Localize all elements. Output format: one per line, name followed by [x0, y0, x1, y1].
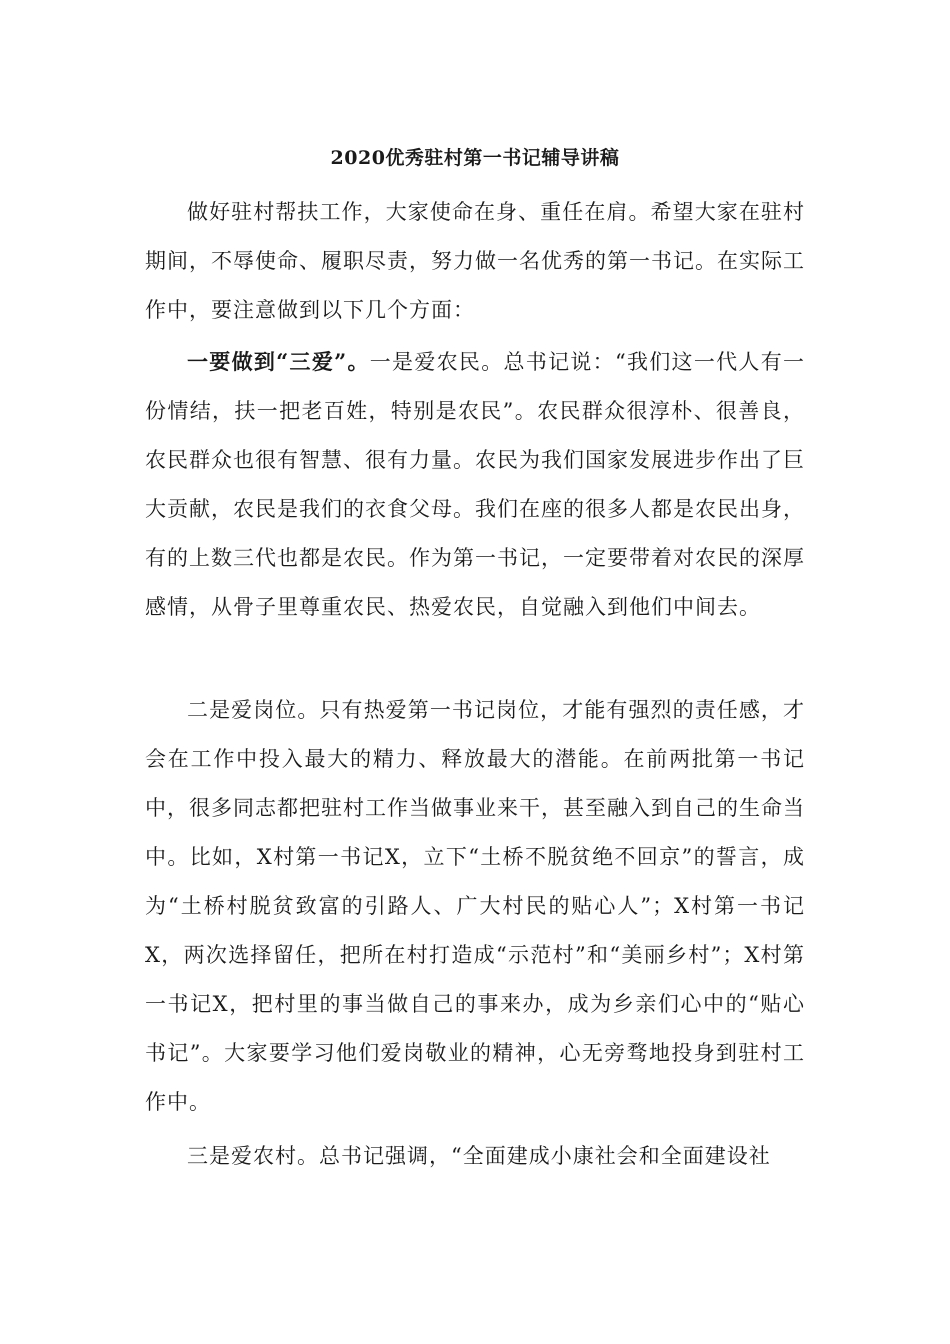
- paragraph-love-post: [145, 686, 805, 1127]
- paragraph-text: 二是爱岗位。只有热爱第一书记岗位，才能有强烈的责任感，才会在工作中投入最大的精力、释放最大的潜能。在前两批第一书记中，很多同志都把驻村工作当做事业来干，甚至融入到自己的生命当中。比如，X村第一书记X，立下“土桥不脱贫绝不回京”的誓言，成为“土桥村脱贫致富的引路人、广大村民的贴心人”；X村第一书记X，两次选择留任，把所在村打造成“示范村”和“美丽乡村”；X村第一书记X，把村里的事当做自己的事来办，成为乡亲们心中的“贴心书记”。大家要学习他们爱岗敬业的精神，心无旁骛地投身到驻村工作中。: [145, 698, 805, 1114]
- paragraph-text: 三是爱农村。总书记强调，“全面建成小康社会和全面建设社: [187, 1144, 771, 1168]
- document-title: 2020优秀驻村第一书记辅导讲稿: [330, 147, 620, 169]
- paragraph-text: 一是爱农民。总书记说：“我们这一代人有一份情结，扶一把老百姓，特别是农民”。农民群众很淳朴、很善良，农民群众也很有智慧、很有力量。农民为我们国家发展进步作出了巨大贡献，农民是我们的衣食父母。我们在座的很多人都是农民出身，有的上数三代也都是农民。作为第一书记，一定要带着对农民的深厚感情，从骨子里尊重农民、热爱农民，自觉融入到他们中间去。: [145, 350, 805, 619]
- paragraph-love-village: [145, 1132, 805, 1181]
- paragraph-text: 做好驻村帮扶工作，大家使命在身、重任在肩。希望大家在驻村期间，不辱使命、履职尽责，努力做一名优秀的第一书记。在实际工作中，要注意做到以下几个方面：: [145, 200, 805, 322]
- paragraph-intro: [145, 188, 805, 335]
- section-heading: 一要做到“三爱”。: [187, 349, 370, 374]
- paragraph-love-farmers: [145, 337, 805, 632]
